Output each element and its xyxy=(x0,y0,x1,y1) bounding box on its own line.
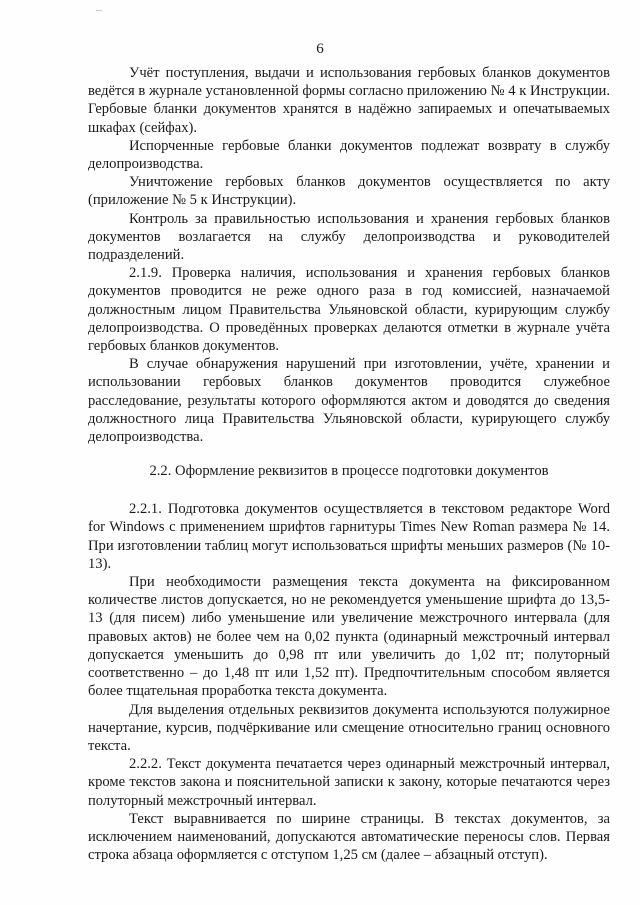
document-body xyxy=(88,64,610,864)
section-heading-2-2: 2.2. Оформление реквизитов в процессе подготовки документов xyxy=(149,463,549,480)
paragraph-2-2-2: 2.2.2. Текст документа печатается через одинарный межстрочный интервал, кроме текстов закона и пояснительной записки к закону, которые печатаются через полуторный межстрочный интервал. xyxy=(88,756,610,809)
paragraph-destruction: Уничтожение гербовых бланков документов осуществляется по акту (приложение № 5 к Инструкции). xyxy=(88,174,610,209)
paragraph-highlighting: Для выделения отдельных реквизитов документа используются полужирное начертание, курсив, подчёркивание или смещение относительно границ основного текста. xyxy=(88,701,610,754)
paragraph-spoiled-blanks: Испорченные гербовые бланки документов подлежат возврату в службу делопроизводства. xyxy=(88,137,610,173)
paragraph-2-1-9: 2.1.9. Проверка наличия, использования и хранения гербовых бланков документов проводится не реже одного раза в год комиссией, назначаемой должностным лицом Правительства Ульяновской области, курирующим службу делопроизводства. О проведённых проверках делаются отметки в журнале учёта гербовых бланков документов. xyxy=(88,265,610,355)
paragraph-registry: Учёт поступления, выдачи и использования гербовых бланков документов ведётся в журнале установленной формы согласно приложению № 4 к Инструкции. Гербовые бланки документов хранятся в надёжно запираемых и опечатываемых шкафах (сейфах). xyxy=(88,65,610,136)
scan-artifact xyxy=(96,10,102,11)
paragraph-2-2-1: 2.2.1. Подготовка документов осуществляется в текстовом редакторе Word for Windows с применением шрифтов гарнитуры Times New Roman размера № 14. При изготовлении таблиц могут использоваться шрифты меньших размеров (№ 10-13). xyxy=(88,501,610,572)
paragraph-control: Контроль за правильностью использования и хранения гербовых бланков документов возлагается на службу делопроизводства и руководителей подразделений. xyxy=(88,210,610,264)
paragraph-font-reduction: При необходимости размещения текста документа на фиксированном количестве листов допускается, но не рекомендуется уменьшение шрифта до 13,5-13 (для писем) либо уменьшение или увеличение межстрочного интервала (для правовых актов) не более чем на 0,02 пункта (одинарный межстрочный интервал допускается уменьшить до 0,98 пт или увеличить до 1,02 пт; полуторный соответственно – до 1,48 пт или 1,52 пт). Предпочтительным способом является более тщательная проработка текста документа. xyxy=(88,574,610,700)
page-number: 6 xyxy=(316,41,324,57)
paragraph-alignment: Текст выравнивается по ширине страницы. В текстах документов, за исключением наименований, допускаются автоматические переносы слов. Первая строка абзаца оформляется с отступом 1,25 см (далее – абзацный отступ). xyxy=(88,810,610,864)
paragraph-violations: В случае обнаружения нарушений при изготовлении, учёте, хранении и использовании гербовых бланков документов проводится служебное расследование, результаты которого оформляются актом и доводятся до сведения должностного лица Правительства Ульяновской области, курирующего службу делопроизводства. xyxy=(88,356,610,446)
